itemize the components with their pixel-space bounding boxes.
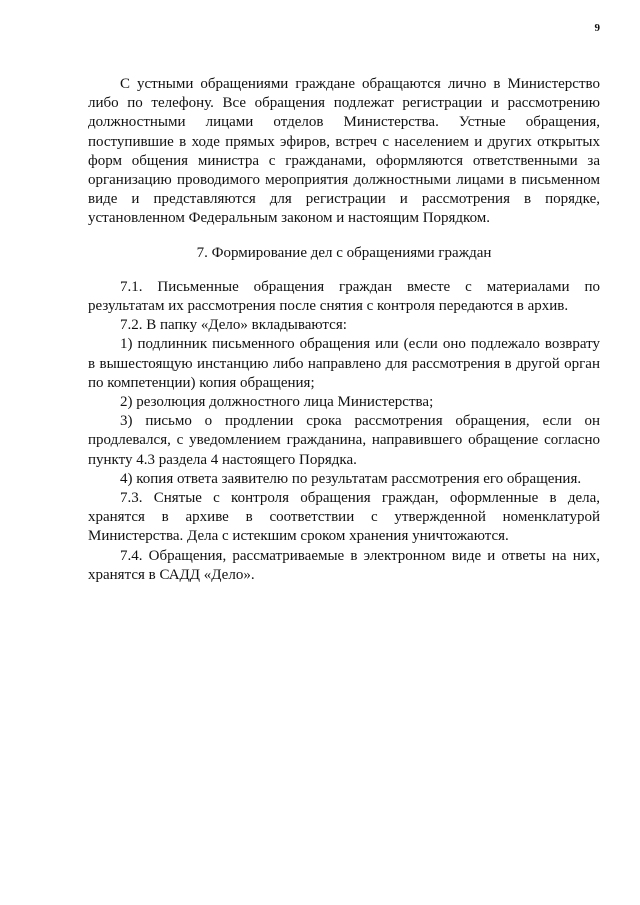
list-item-4: 4) копия ответа заявителю по результатам рассмотрения его обращения.	[120, 470, 582, 487]
list-item-2: 2) резолюция должностного лица Министерства;	[120, 394, 434, 411]
document-body	[88, 75, 600, 585]
list-item-1: 1) подлинник письменного обращения или (если оно подлежало возврату в вышестоящую инстанцию либо направлено для рассмотрения в другой орган по компетенции) копия обращения;	[88, 336, 600, 391]
paragraph-7-3: 7.3. Снятые с контроля обращения граждан, оформленные в дела, хранятся в архиве в соответствии с утвержденной номенклатурой Министерства. Дела с истекшим сроком хранения уничтожаются.	[88, 490, 600, 545]
list-item-3: 3) письмо о продлении срока рассмотрения обращения, если он продлевался, с уведомлением гражданина, направившего обращение согласно пункту 4.3 раздела 4 настоящего Порядка.	[88, 413, 600, 468]
section-heading: 7. Формирование дел с обращениями граждан	[196, 244, 492, 261]
paragraph-7-4: 7.4. Обращения, рассматриваемые в электронном виде и ответы на них, хранятся в САДД «Дело».	[88, 547, 600, 583]
page-number: 9	[594, 22, 600, 34]
intro-paragraph: С устными обращениями граждане обращаются лично в Министерство либо по телефону. Все обращения подлежат регистрации и рассмотрению должностными лицами отделов Министерства. Устные обращения, поступившие в ходе прямых эфиров, встреч с населением и других открытых форм общения министра с гражданами, оформляются ответственными за организацию проводимого мероприятия должностными лицами в письменном виде и представляются для регистрации и рассмотрения в порядке, установленном Федеральным законом и настоящим Порядком.	[88, 76, 600, 227]
paragraph-7-2: 7.2. В папку «Дело» вкладываются:	[120, 317, 347, 334]
paragraph-7-1: 7.1. Письменные обращения граждан вместе с материалами по результатам их рассмотрения после снятия с контроля передаются в архив.	[88, 278, 600, 315]
